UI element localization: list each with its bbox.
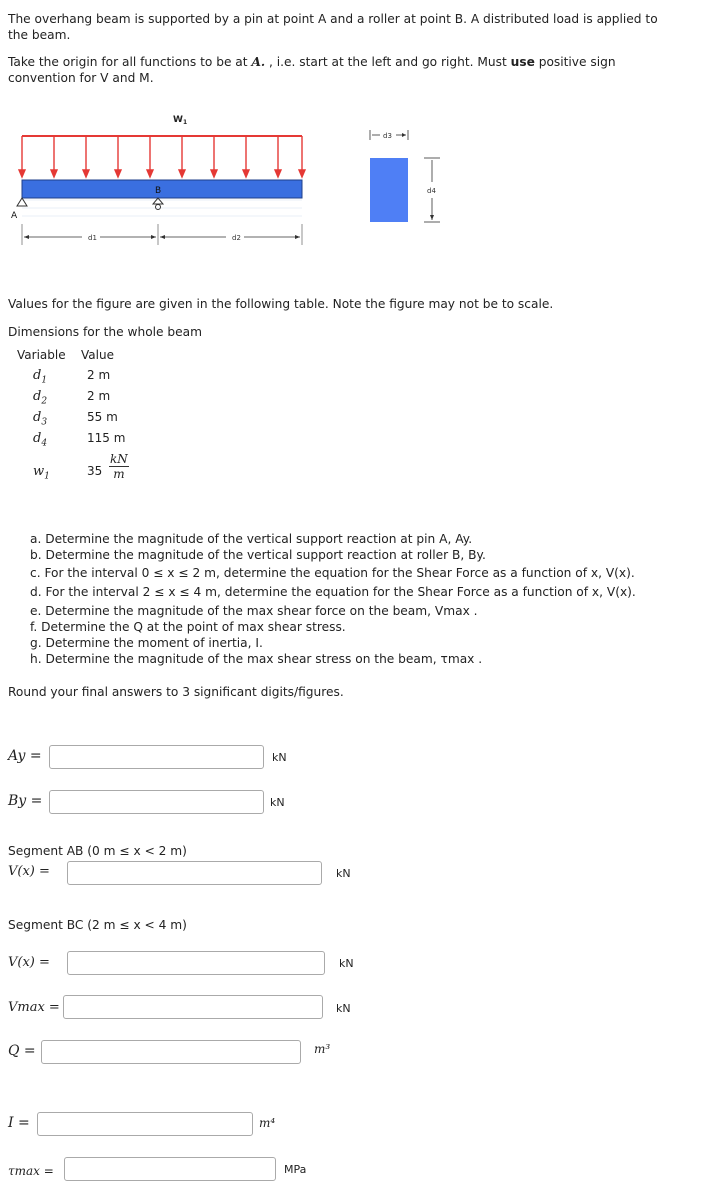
round-note: Round your final answers to 3 significant digits/figures.	[8, 685, 344, 699]
beam-figure	[0, 100, 721, 280]
intro-line-3: Take the origin for all functions to be at A. , i.e. start at the left and go right. Must use positive sign	[8, 55, 616, 69]
table-intro: Values for the figure are given in the following table. Note the figure may not be to scale.	[8, 297, 554, 311]
table-header-variable: Variable	[17, 348, 66, 362]
vx-ab-unit: kN	[336, 867, 351, 880]
point-a-label: A	[11, 211, 18, 221]
by-input[interactable]	[49, 790, 264, 814]
ay-unit: kN	[272, 751, 287, 764]
tau-max-input[interactable]	[64, 1157, 276, 1181]
vx-ab-input[interactable]	[67, 861, 322, 885]
vmax-input[interactable]	[63, 995, 323, 1019]
vx-bc-unit: kN	[339, 957, 354, 970]
question-h: h. Determine the magnitude of the max shear stress on the beam, τmax .	[30, 652, 483, 666]
question-list	[30, 531, 636, 667]
intro-line-4: convention for V and M.	[8, 71, 154, 85]
question-e: e. Determine the magnitude of the max shear force on the beam, Vmax .	[30, 604, 478, 618]
beam	[22, 180, 302, 198]
table-row-w1: $w_1$ 35 $\frac{kN}{m}$	[33, 452, 128, 482]
svg-text:W1: $W_1$	[173, 115, 188, 126]
vmax-label: Vmax =	[8, 1000, 60, 1015]
vx-bc-input[interactable]	[67, 951, 325, 975]
q-input[interactable]	[41, 1040, 301, 1064]
question-f: f. Determine the Q at the point of max shear stress.	[30, 620, 346, 634]
point-b-label: B	[155, 186, 162, 196]
intro-line-1: The overhang beam is supported by a pin at point A and a roller at point B. A distributed load is applied to	[8, 12, 658, 26]
dim-d4-label: d4	[427, 187, 436, 195]
tau-max-unit: MPa	[284, 1163, 307, 1176]
question-g: g. Determine the moment of inertia, I.	[30, 636, 263, 650]
question-d: d. For the interval 2 ≤ x ≤ 4 m, determine the equation for the Shear Force as a function of x, V(x).	[30, 585, 636, 599]
dim-d3-label: d3	[383, 132, 392, 140]
beam-cross-section	[370, 158, 408, 222]
question-b: b. Determine the magnitude of the vertical support reaction at roller B, By.	[30, 548, 486, 562]
question-a: a. Determine the magnitude of the vertical support reaction at pin A, Ay.	[30, 532, 473, 546]
by-label: By =	[8, 793, 43, 809]
i-input[interactable]	[37, 1112, 253, 1136]
question-c: c. For the interval 0 ≤ x ≤ 2 m, determine the equation for the Shear Force as a function of x, V(x).	[30, 566, 635, 580]
w1-unit: $\frac{kN}{m}$	[110, 452, 128, 481]
ay-label: Ay =	[8, 748, 42, 764]
vx-ab-label: V(x) =	[8, 864, 50, 879]
intro-line-2: the beam.	[8, 28, 71, 42]
q-label: Q =	[8, 1043, 36, 1059]
vx-bc-label: V(x) =	[8, 955, 50, 970]
table-title: Dimensions for the whole beam	[8, 325, 202, 339]
vmax-unit: kN	[336, 1002, 351, 1015]
i-label: I =	[8, 1115, 30, 1131]
by-unit: kN	[270, 796, 285, 809]
load-label: W	[173, 115, 183, 125]
i-unit: m⁴	[259, 1116, 276, 1130]
table-header-value: Value	[81, 348, 114, 362]
segment-bc-label: Segment BC (2 m ≤ x < 4 m)	[8, 918, 187, 932]
tau-max-label: τmax =	[8, 1164, 54, 1178]
ay-input[interactable]	[49, 745, 264, 769]
segment-ab-label: Segment AB (0 m ≤ x < 2 m)	[8, 844, 187, 858]
dim-d1-label: d1	[88, 234, 97, 242]
pin-support-a	[17, 198, 27, 206]
q-unit: m³	[314, 1042, 331, 1056]
distributed-load-arrows	[19, 136, 305, 177]
dim-d2-label: d2	[232, 234, 241, 242]
